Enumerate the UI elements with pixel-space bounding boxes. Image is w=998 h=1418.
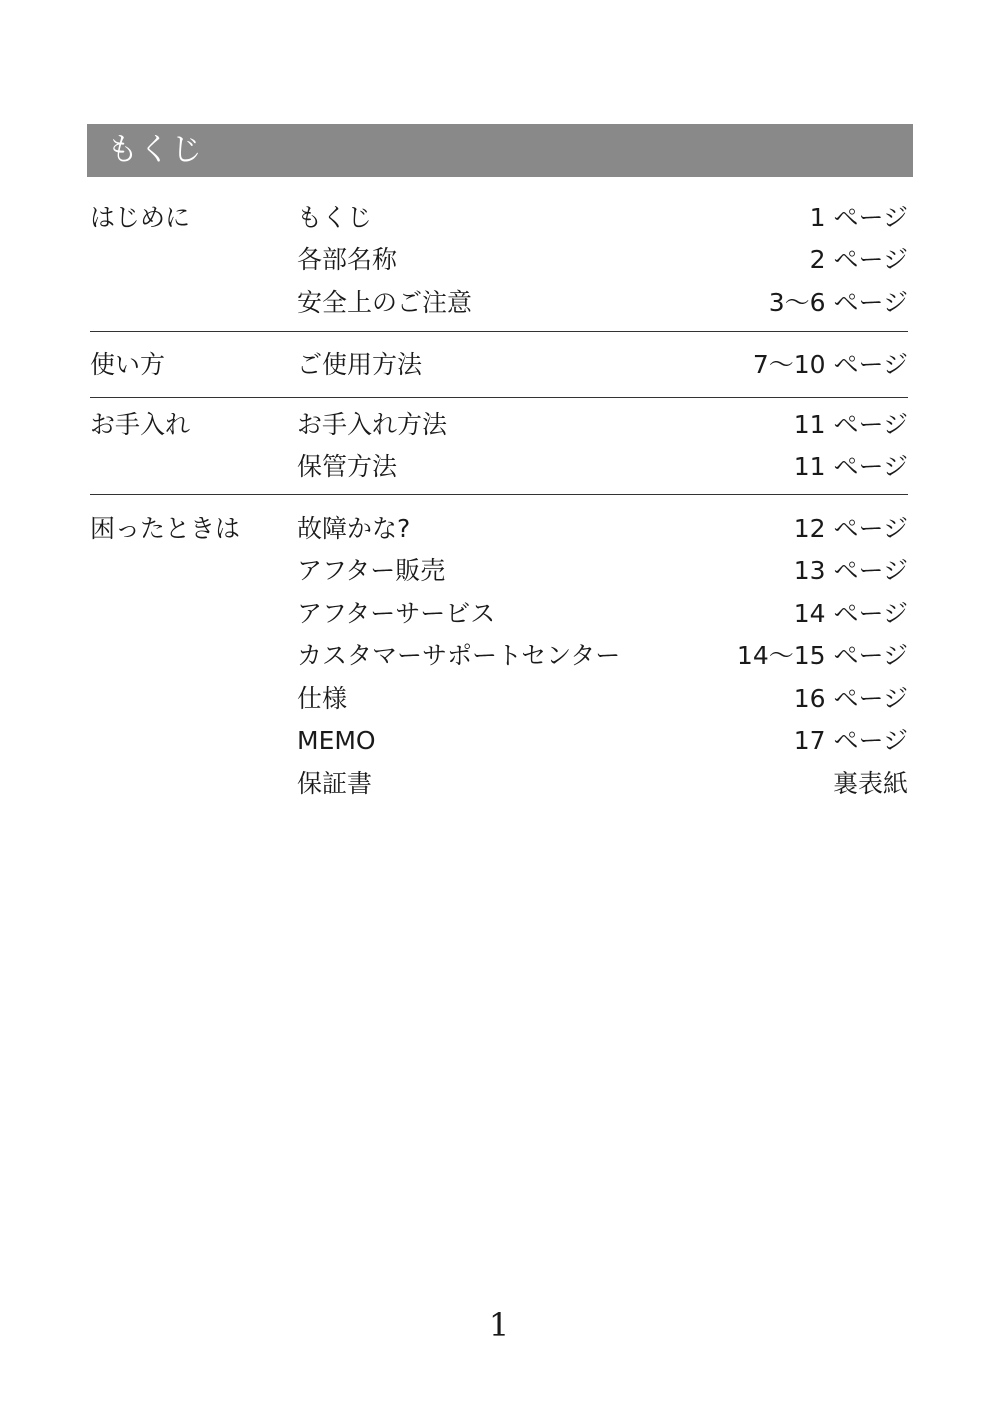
item-label: MEMO (297, 726, 376, 756)
toc-section-introduction (90, 196, 908, 332)
page-title: もくじ (107, 132, 203, 168)
toc-row[interactable] (90, 344, 908, 387)
item-page: 3〜6 ページ (768, 287, 908, 317)
table-of-contents (90, 196, 908, 805)
item-label: カスタマーサポートセンター (297, 641, 621, 671)
item-label: お手入れ方法 (297, 409, 448, 439)
item-page: 14〜15 ページ (736, 641, 908, 671)
toc-row[interactable] (90, 550, 908, 593)
toc-row[interactable] (90, 635, 908, 678)
item-label: 各部名称 (297, 245, 398, 275)
section-label: 使い方 (90, 350, 166, 380)
section-label: はじめに (90, 202, 191, 232)
toc-row[interactable] (90, 592, 908, 635)
toc-row[interactable] (90, 446, 908, 489)
item-label: アフターサービス (297, 598, 496, 628)
item-label: もくじ (297, 202, 373, 232)
page-number: 1 (488, 1306, 510, 1344)
item-page: 17 ページ (793, 726, 908, 756)
item-label: 保証書 (297, 768, 373, 798)
toc-row[interactable] (90, 239, 908, 282)
toc-row[interactable] (90, 281, 908, 324)
item-label: アフター販売 (297, 556, 446, 586)
item-page: 16 ページ (793, 683, 908, 713)
item-label: ご使用方法 (297, 350, 423, 380)
toc-row[interactable] (90, 762, 908, 805)
toc-section-usage (90, 332, 908, 399)
toc-row[interactable] (90, 403, 908, 446)
item-page: 12 ページ (793, 513, 908, 543)
item-page: 14 ページ (793, 598, 908, 628)
toc-row[interactable] (90, 720, 908, 763)
toc-row[interactable] (90, 507, 908, 550)
toc-row[interactable] (90, 196, 908, 239)
item-label: 安全上のご注意 (297, 287, 473, 317)
item-page: 11 ページ (793, 409, 908, 439)
item-page: 11 ページ (793, 452, 908, 482)
item-label: 保管方法 (297, 452, 398, 482)
section-label: 困ったときは (90, 513, 241, 543)
toc-title-bar (87, 124, 913, 177)
item-page: 7〜10 ページ (752, 350, 908, 380)
item-label: 仕様 (297, 683, 348, 713)
toc-row[interactable] (90, 677, 908, 720)
toc-section-troubleshooting (90, 495, 908, 805)
item-page: 13 ページ (793, 556, 908, 586)
item-page: 2 ページ (809, 245, 908, 275)
section-label: お手入れ (90, 409, 191, 439)
toc-section-care (90, 398, 908, 495)
item-label: 故障かな? (297, 513, 411, 543)
item-page: 裏表紙 (832, 768, 908, 798)
item-page: 1 ページ (809, 202, 908, 232)
